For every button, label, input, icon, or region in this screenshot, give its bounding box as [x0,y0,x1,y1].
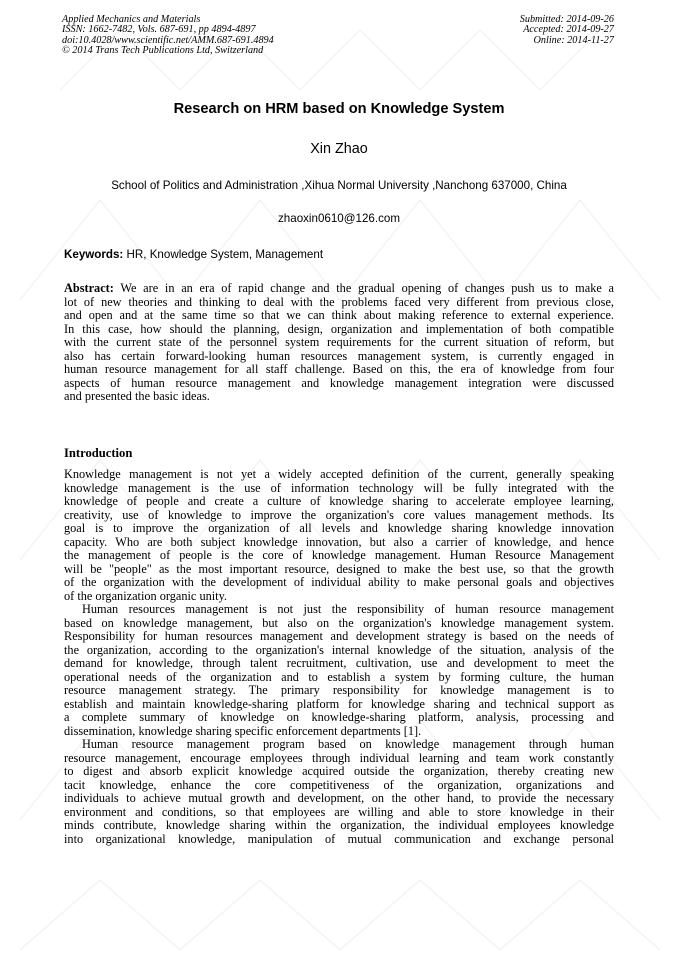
paragraph-line: knowledge management is the use of information technology will be fully integrated with the [64,480,614,495]
journal-issn: ISSN: 1662-7482, Vols. 687-691, pp 4894-4897 [62,24,256,36]
paragraph-line: establish and maintain knowledge-sharing platform for knowledge sharing and technical support as [64,696,614,711]
paragraph-line: to digest and absorb explicit knowledge acquired outside the organization, thereby creating new [64,764,614,778]
abstract-line: and presented the basic ideas. [64,389,210,403]
journal-name: Applied Mechanics and Materials [62,14,201,25]
keywords-label: Keywords: [64,248,124,261]
abstract-line: with the current state of the personnel system requirements for the current situation of reform, but [64,335,614,349]
paragraph-line: resource management, encourage employees through individual learning and team work constantly [64,750,614,765]
abstract [64,282,614,404]
paragraph-line: Responsibility for human resources management and development strategy is based on the needs of [64,629,614,643]
paragraph-line: demand for knowledge, through talent recruitment, cultivation, use and development to meet the [64,656,614,670]
paragraph-line: Human resource management program based on knowledge management through human [82,737,614,751]
paragraph-line: a complete summary of knowledge on knowledge-sharing platform, analysis, processing and [64,710,614,724]
paragraph-line: operational needs of the organization and to establish a system by forming culture, the human [64,669,614,684]
introduction-body [64,468,614,846]
paragraph-line: Human resources management is not just the responsibility of human resource management [82,602,614,616]
paragraph-line: capacity. Who are both subject knowledge innovation, but also a carrier of knowledge, and hence [64,534,614,549]
abstract-line: Abstract: We are in an era of rapid change and the gradual opening of changes push us to make a [64,281,614,295]
paragraph-line: resource management strategy. The primary responsibility for knowledge management is to [64,683,614,697]
submission-dates [520,15,614,46]
paragraph-line: goal is to improve the organization of all levels and knowledge sharing knowledge innovation [64,521,614,535]
paragraph-line: of the organization organic unity. [64,588,228,603]
paragraph-line: based on knowledge management, but also on the organization's knowledge management system. [64,615,614,630]
abstract-line: human resource management for all staff challenge. Based on this, the era of knowledge from four [64,362,614,376]
paper-title: Research on HRM based on Knowledge System [173,101,505,117]
paragraph-line: individuals to achieve mutual growth and development, on the other hand, to provide the necessary [64,791,614,805]
paragraph-line: will be "people" as the most important resource, designed to make the best use, so that the growth [64,561,614,576]
paragraph-line: tacit knowledge, enhance the core competitiveness of the organization, organizations and [64,777,614,792]
paragraph-line: into organizational knowledge, manipulation of mutual communication and exchange personal [64,831,614,846]
journal-copyright: © 2014 Trans Tech Publications Ltd, Switzerland [62,45,264,57]
author-name: Xin Zhao [310,141,368,157]
abstract-line: and open and at the same time so that we can think about making reference to external experience. [64,308,614,322]
journal-info [62,15,274,57]
abstract-label: Abstract: [64,281,114,295]
keywords [64,248,323,261]
paragraph-line: environment and conditions, so that employees are willing and able to store knowledge in their [64,804,614,819]
online-date: Online: 2014-11-27 [533,34,614,46]
accepted-date: Accepted: 2014-09-27 [523,24,614,36]
author-email: zhaoxin0610@126.com [278,212,400,225]
paragraph-line: the management of people is the core of knowledge management. Human Resource Management [64,548,614,562]
abstract-line: aspects of human resource management and knowledge management integration were discussed [64,375,614,390]
submitted-date: Submitted: 2014-09-26 [519,14,614,25]
journal-doi: doi:10.4028/www.scientific.net/AMM.687-691.4894 [62,34,274,46]
abstract-line: lot of new theories and thinking to deal with the problems faced very different from previous close, [64,294,614,309]
keywords-text: HR, Knowledge System, Management [123,248,324,261]
paragraph-line: Knowledge management is not yet a widely accepted definition of the current, generally speaking [64,467,614,481]
abstract-line: also has certain forward-looking human resources management system, is currently engaged in [64,348,614,363]
paragraph-line: minds contribute, knowledge sharing within the organization, the individual employees knowledge [64,818,614,832]
paragraph-line: of the organization with the development of individual ability to make personal goals and objectives [64,575,614,589]
paragraph-line: creativity, use of knowledge to improve the organization's core values management methods. Its [64,507,614,522]
paragraph-line: dissemination, knowledge sharing specific enforcement departments [1]. [64,723,422,738]
paragraph-line: knowledge of people and create a culture of knowledge sharing to accelerate employee learning, [64,494,614,508]
abstract-line: In this case, how should the planning, design, organization and implementation of both compatible [64,321,614,336]
section-heading-introduction: Introduction [64,446,133,460]
paragraph-line: the organization, according to the organization's internal knowledge of the situation, analysis of the [64,642,614,657]
author-affiliation: School of Politics and Administration ,Xihua Normal University ,Nanchong 637000, China [111,179,567,192]
